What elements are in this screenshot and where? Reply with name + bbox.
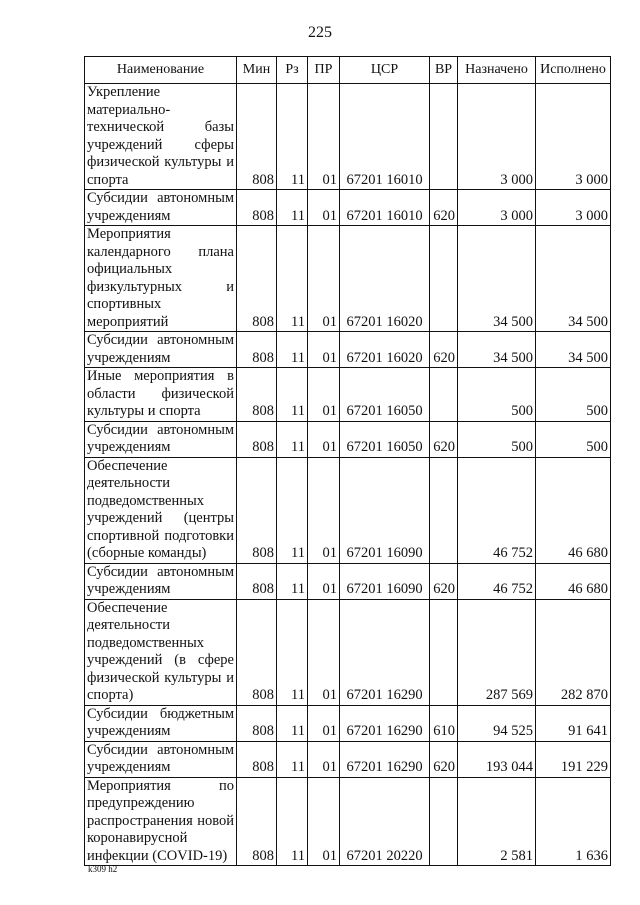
cell-executed: 191 229 bbox=[536, 741, 611, 777]
cell-assigned: 500 bbox=[458, 368, 536, 422]
cell-min: 808 bbox=[237, 741, 277, 777]
cell-vr: 620 bbox=[430, 563, 458, 599]
cell-assigned: 34 500 bbox=[458, 226, 536, 332]
cell-rz: 11 bbox=[277, 741, 308, 777]
cell-name: Обеспечение деятельности подведомственных учреждений (в сфере физической культуры и спорта) bbox=[85, 599, 237, 705]
cell-csr: 67201 16010 bbox=[340, 190, 430, 226]
cell-assigned: 3 000 bbox=[458, 190, 536, 226]
cell-pr: 01 bbox=[308, 332, 340, 368]
cell-assigned: 193 044 bbox=[458, 741, 536, 777]
cell-name: Обеспечение деятельности подведомственных учреждений (центры спортивной подготовки (сборные команды) bbox=[85, 457, 237, 563]
cell-assigned: 287 569 bbox=[458, 599, 536, 705]
cell-csr: 67201 16090 bbox=[340, 457, 430, 563]
cell-min: 808 bbox=[237, 777, 277, 866]
budget-table bbox=[84, 56, 611, 866]
cell-min: 808 bbox=[237, 226, 277, 332]
cell-rz: 11 bbox=[277, 563, 308, 599]
cell-min: 808 bbox=[237, 421, 277, 457]
header-pr: ПР bbox=[308, 57, 340, 84]
cell-vr: 610 bbox=[430, 705, 458, 741]
cell-pr: 01 bbox=[308, 457, 340, 563]
cell-vr bbox=[430, 599, 458, 705]
cell-min: 808 bbox=[237, 457, 277, 563]
cell-csr: 67201 16020 bbox=[340, 332, 430, 368]
cell-rz: 11 bbox=[277, 226, 308, 332]
cell-assigned: 34 500 bbox=[458, 332, 536, 368]
cell-pr: 01 bbox=[308, 421, 340, 457]
header-csr: ЦСР bbox=[340, 57, 430, 84]
cell-executed: 34 500 bbox=[536, 226, 611, 332]
cell-name: Субсидии автономным учреждениям bbox=[85, 741, 237, 777]
cell-pr: 01 bbox=[308, 563, 340, 599]
cell-rz: 11 bbox=[277, 457, 308, 563]
cell-assigned: 94 525 bbox=[458, 705, 536, 741]
cell-min: 808 bbox=[237, 332, 277, 368]
cell-executed: 34 500 bbox=[536, 332, 611, 368]
cell-vr: 620 bbox=[430, 421, 458, 457]
cell-executed: 46 680 bbox=[536, 457, 611, 563]
cell-executed: 282 870 bbox=[536, 599, 611, 705]
cell-name: Субсидии бюджетным учреждениям bbox=[85, 705, 237, 741]
cell-pr: 01 bbox=[308, 226, 340, 332]
cell-name: Мероприятия календарного плана официальных физкультурных и спортивных мероприятий bbox=[85, 226, 237, 332]
cell-min: 808 bbox=[237, 705, 277, 741]
cell-pr: 01 bbox=[308, 599, 340, 705]
cell-executed: 3 000 bbox=[536, 84, 611, 190]
cell-min: 808 bbox=[237, 599, 277, 705]
cell-pr: 01 bbox=[308, 84, 340, 190]
page-number: 225 bbox=[308, 24, 332, 41]
cell-vr bbox=[430, 84, 458, 190]
cell-rz: 11 bbox=[277, 421, 308, 457]
cell-csr: 67201 16050 bbox=[340, 421, 430, 457]
cell-vr: 620 bbox=[430, 332, 458, 368]
cell-assigned: 46 752 bbox=[458, 563, 536, 599]
cell-csr: 67201 16090 bbox=[340, 563, 430, 599]
cell-assigned: 2 581 bbox=[458, 777, 536, 866]
cell-csr: 67201 16290 bbox=[340, 741, 430, 777]
footer-code: k309 h2 bbox=[88, 864, 118, 874]
cell-name: Субсидии автономным учреждениям bbox=[85, 190, 237, 226]
cell-vr bbox=[430, 777, 458, 866]
header-assigned: Назначено bbox=[458, 57, 536, 84]
cell-executed: 3 000 bbox=[536, 190, 611, 226]
table-row bbox=[85, 457, 611, 563]
cell-vr: 620 bbox=[430, 741, 458, 777]
cell-min: 808 bbox=[237, 190, 277, 226]
table-row bbox=[85, 368, 611, 422]
table-row bbox=[85, 226, 611, 332]
cell-pr: 01 bbox=[308, 190, 340, 226]
header-name: Наименование bbox=[85, 57, 237, 84]
cell-pr: 01 bbox=[308, 705, 340, 741]
cell-executed: 500 bbox=[536, 421, 611, 457]
header-executed: Исполнено bbox=[536, 57, 611, 84]
cell-rz: 11 bbox=[277, 777, 308, 866]
table-row bbox=[85, 741, 611, 777]
header-rz: Рз bbox=[277, 57, 308, 84]
table-row bbox=[85, 421, 611, 457]
cell-executed: 500 bbox=[536, 368, 611, 422]
table-row bbox=[85, 332, 611, 368]
cell-name: Субсидии автономным учреждениям bbox=[85, 421, 237, 457]
table-row bbox=[85, 599, 611, 705]
cell-min: 808 bbox=[237, 368, 277, 422]
cell-name: Субсидии автономным учреждениям bbox=[85, 563, 237, 599]
table-row bbox=[85, 563, 611, 599]
cell-rz: 11 bbox=[277, 190, 308, 226]
cell-name: Субсидии автономным учреждениям bbox=[85, 332, 237, 368]
cell-name: Иные мероприятия в области физической культуры и спорта bbox=[85, 368, 237, 422]
cell-rz: 11 bbox=[277, 332, 308, 368]
cell-rz: 11 bbox=[277, 705, 308, 741]
cell-rz: 11 bbox=[277, 599, 308, 705]
cell-vr bbox=[430, 368, 458, 422]
cell-min: 808 bbox=[237, 563, 277, 599]
table-row bbox=[85, 777, 611, 866]
cell-executed: 1 636 bbox=[536, 777, 611, 866]
table-row bbox=[85, 190, 611, 226]
cell-assigned: 46 752 bbox=[458, 457, 536, 563]
cell-csr: 67201 16290 bbox=[340, 599, 430, 705]
cell-name: Укрепление материально-технической базы учреждений сферы физической культуры и спорта bbox=[85, 84, 237, 190]
table-header-row bbox=[85, 57, 611, 84]
header-vr: ВР bbox=[430, 57, 458, 84]
cell-csr: 67201 20220 bbox=[340, 777, 430, 866]
cell-executed: 46 680 bbox=[536, 563, 611, 599]
cell-csr: 67201 16020 bbox=[340, 226, 430, 332]
cell-min: 808 bbox=[237, 84, 277, 190]
cell-csr: 67201 16010 bbox=[340, 84, 430, 190]
cell-vr: 620 bbox=[430, 190, 458, 226]
cell-csr: 67201 16050 bbox=[340, 368, 430, 422]
cell-pr: 01 bbox=[308, 777, 340, 866]
cell-pr: 01 bbox=[308, 368, 340, 422]
header-min: Мин bbox=[237, 57, 277, 84]
cell-rz: 11 bbox=[277, 368, 308, 422]
cell-vr bbox=[430, 457, 458, 563]
cell-executed: 91 641 bbox=[536, 705, 611, 741]
cell-name: Мероприятия по предупреждению распространения новой коронавирусной инфекции (COVID-19) bbox=[85, 777, 237, 866]
table-row bbox=[85, 705, 611, 741]
cell-vr bbox=[430, 226, 458, 332]
cell-pr: 01 bbox=[308, 741, 340, 777]
cell-assigned: 500 bbox=[458, 421, 536, 457]
cell-csr: 67201 16290 bbox=[340, 705, 430, 741]
table-row bbox=[85, 84, 611, 190]
cell-rz: 11 bbox=[277, 84, 308, 190]
cell-assigned: 3 000 bbox=[458, 84, 536, 190]
